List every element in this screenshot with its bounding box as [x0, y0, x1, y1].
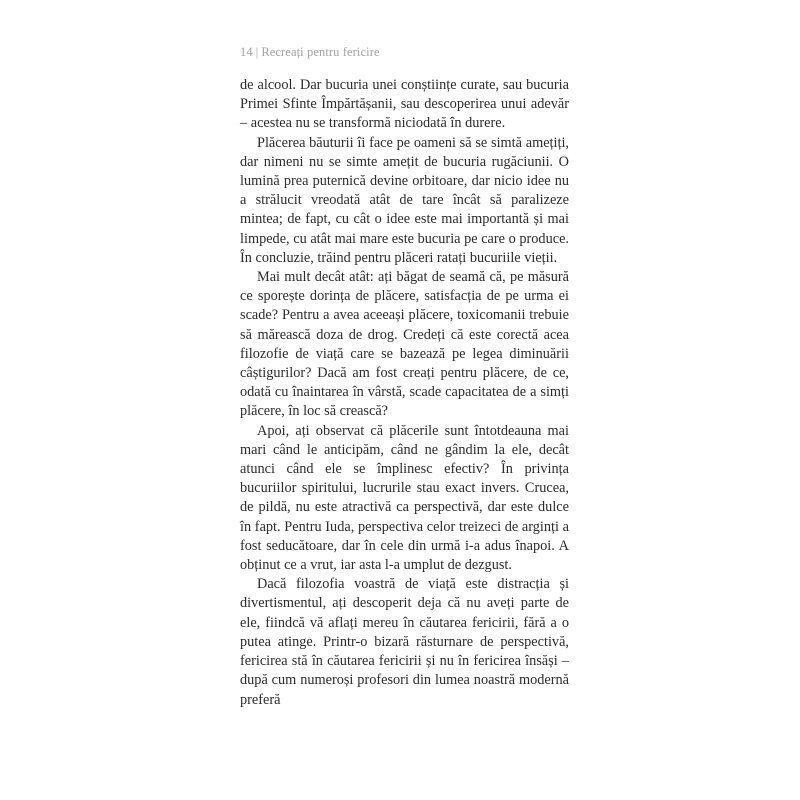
page-number: 14: [240, 45, 253, 59]
running-header: [240, 45, 380, 60]
paragraph-4: Apoi, ați observat că plăcerile sunt întotdeauna mai mari când le anticipăm, când ne gândim la ele, decât atunci când ele se împlinesc efectiv? În privința bucuriilor spiritului, lucrurile stau exact invers. Crucea, de pildă, nu este atractivă ca perspectivă, dar este dulce în fapt. Pentru Iuda, perspectiva celor treizeci de arginți a fost seducătoare, dar în cele din urmă i-a adus înapoi. A obținut ce a vrut, iar asta l-a umplut de dezgust.: [240, 422, 569, 574]
body-text: [240, 76, 569, 710]
paragraph-2: Plăcerea băuturii îi face pe oameni să se simtă amețiți, dar nimeni nu se simte amețit de bucuria rugăciunii. O lumină prea puternică devine orbitoare, dar nicio idee nu a strălucit vreodată atât de tare încât să paralizeze mintea; de fapt, cu cât o idee este mai importantă și mai limpede, cu atât mai mare este bucuria pe care o produce. În concluzie, trăind pentru plăceri ratați bucuriile vieții.: [240, 134, 569, 266]
header-separator: |: [255, 45, 259, 59]
running-title: Recreați pentru fericire: [261, 45, 380, 59]
paragraph-5: Dacă filozofia voastră de viață este distracția și divertismentul, ați descoperit deja că nu aveți parte de ele, fiindcă vă aflați mereu în căutarea fericirii, fără a o putea atinge. Printr-o bizară răsturnare de perspectivă, fericirea stă în căutarea fericirii și nu în fericirea însăși – după cum numeroși profesori din lumea noastră modernă preferă: [240, 576, 569, 708]
paragraph-3: Mai mult decât atât: ați băgat de seamă că, pe măsură ce sporește dorința de plăcere, satisfacția de pe urma ei scade? Pentru a avea aceeași plăcere, toxicomanii trebuie să mărească doza de drog. Credeți că este corectă acea filozofie de viață care se bazează pe legea diminuării câștigurilor? Dacă am fost creați pentru plăcere, de ce, odată cu înaintarea în vârstă, scade capacitatea de a simți plăcere, în loc să crească?: [240, 269, 569, 420]
paragraph-1: de alcool. Dar bucuria unei conștiințe curate, sau bucuria Primei Sfinte Împărtășanii, sau descoperirea unui adevăr – acestea nu se transformă niciodată în durere.: [240, 77, 569, 132]
